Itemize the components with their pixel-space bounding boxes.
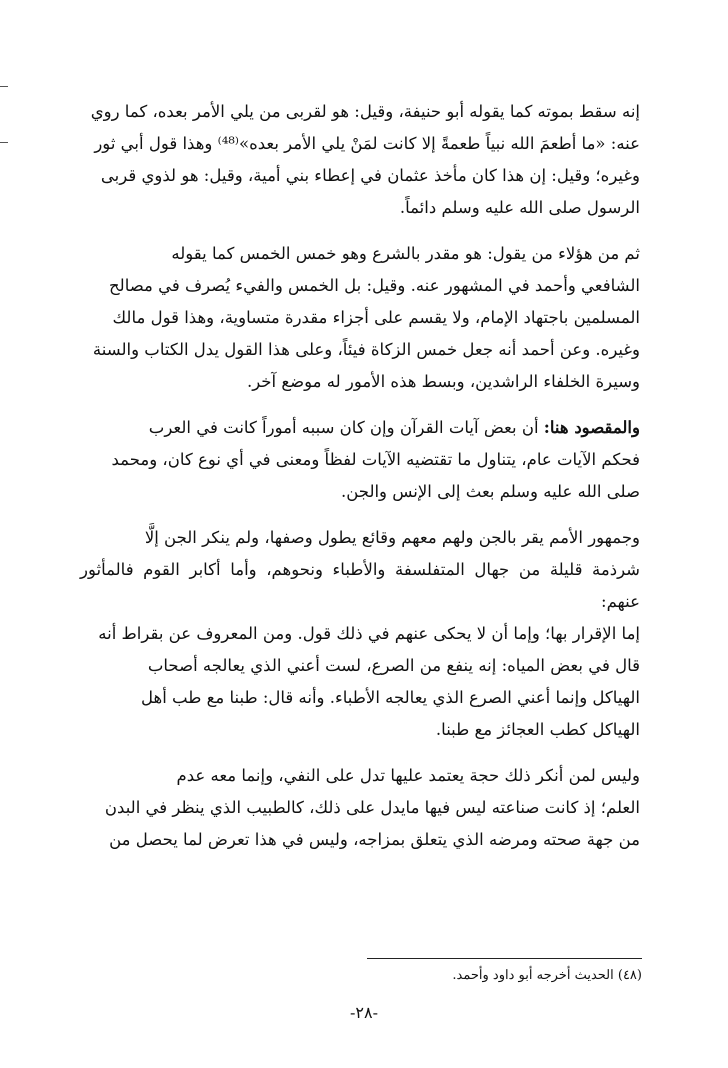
text-line: وجمهور الأمم يقر بالجن ولهم معهم وقائع يطول وصفها، ولم ينكر الجن إلَّا xyxy=(144,528,640,547)
text-line: عنه: «ما أطعمَ الله نبياً طعمةً إلا كانت لمَنْ يلي الأمر بعده»⁽⁴⁸⁾ وهذا قول أبي ثور xyxy=(94,134,640,153)
paragraph xyxy=(80,522,640,746)
paragraph xyxy=(80,238,640,398)
bold-lead: والمقصود هنا: xyxy=(543,418,640,437)
paragraph xyxy=(80,412,640,508)
text-line: وسيرة الخلفاء الراشدين، وبسط هذه الأمور له موضع آخر. xyxy=(246,372,640,391)
text-line: الهياكل كطب العجائز مع طبنا. xyxy=(435,720,640,739)
footnote-divider xyxy=(367,958,642,959)
text-line: وغيره. وعن أحمد أنه جعل خمس الزكاة فيئاً، وعلى هذا القول يدل الكتاب والسنة xyxy=(92,340,640,359)
text-line xyxy=(80,412,640,444)
footnote: (٤٨) الحديث أخرجه أبو داود وأحمد. xyxy=(452,968,642,983)
text-run: أن بعض آيات القرآن وإن كان سببه أموراً كانت في العرب xyxy=(148,418,544,437)
text-line: وليس لمن أنكر ذلك حجة يعتمد عليها تدل على النفي، وإنما معه عدم xyxy=(176,766,640,785)
text-line: صلى الله عليه وسلم بعث إلى الإنس والجن. xyxy=(340,482,640,501)
paragraph xyxy=(80,96,640,224)
text-line: وغيره؛ وقيل: إن هذا كان مأخذ عثمان في إعطاء بني أمية، وقيل: هو لذوي قربى xyxy=(100,166,640,185)
text-line: الهياكل وإنما أعني الصرع الذي يعالجه الأطباء. وأنه قال: طبنا مع طب أهل xyxy=(141,688,640,707)
text-line: إما الإقرار بها؛ وإما أن لا يحكى عنهم في ذلك قول. ومن المعروف عن بقراط أنه xyxy=(98,624,640,643)
margin-tick xyxy=(0,142,8,143)
page-number: -٢٨- xyxy=(350,1003,378,1022)
text-line: قال في بعض المياه: إنه ينفع من الصرع، لست أعني الذي يعالجه أصحاب xyxy=(147,656,640,675)
text-line: الشافعي وأحمد في المشهور عنه. وقيل: بل الخمس والفيء يُصرف في مصالح xyxy=(109,276,640,295)
margin-tick xyxy=(0,86,8,87)
text-line: شرذمة قليلة من جهال المتفلسفة والأطباء ونحوهم، وأما أكابر القوم فالمأثور عنهم: xyxy=(80,560,640,611)
text-line: من جهة صحته ومرضه الذي يتعلق بمزاجه، وليس في هذا تعرض لما يحصل من xyxy=(109,830,640,849)
text-line: إنه سقط بموته كما يقوله أبو حنيفة، وقيل: هو لقربى من يلي الأمر بعده، كما روي xyxy=(90,102,640,121)
text-line: ثم من هؤلاء من يقول: هو مقدر بالشرع وهو خمس الخمس كما يقوله xyxy=(171,244,640,263)
text-line: العلم؛ إذ كانت صناعته ليس فيها مايدل على ذلك، كالطبيب الذي ينظر في البدن xyxy=(104,798,640,817)
text-line: المسلمين باجتهاد الإمام، ولا يقسم على أجزاء مقدرة متساوية، وهذا قول مالك xyxy=(112,308,640,327)
paragraph xyxy=(80,760,640,856)
text-line: الرسول صلى الله عليه وسلم دائماً. xyxy=(399,198,640,217)
text-line: فحكم الآيات عام، يتناول ما تقتضيه الآيات لفظاً ومعنى في أي نوع كان، ومحمد xyxy=(111,450,640,469)
main-text xyxy=(80,96,640,870)
